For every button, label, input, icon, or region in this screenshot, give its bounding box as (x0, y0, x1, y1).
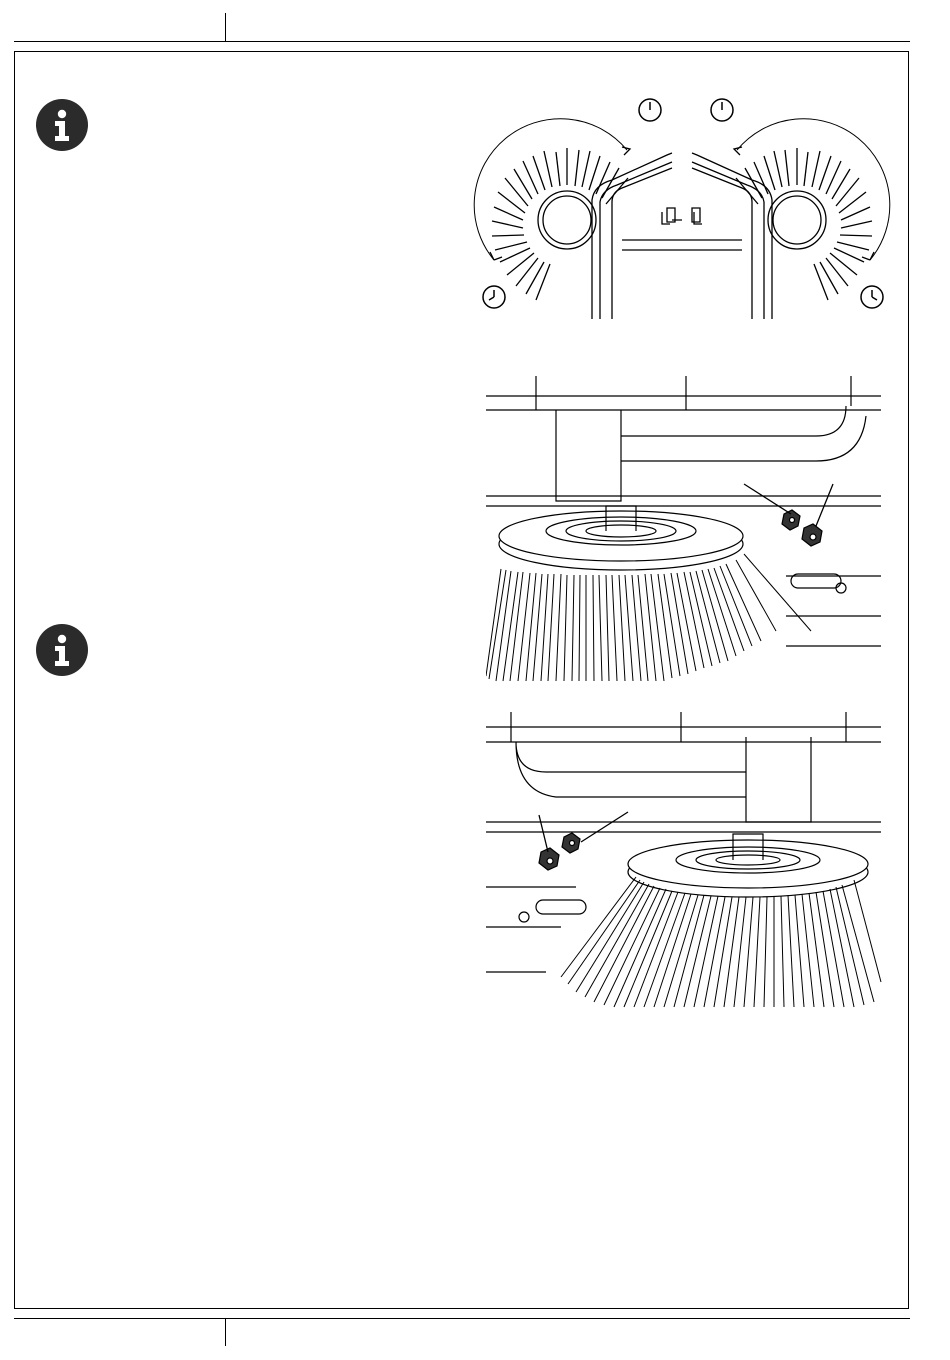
clock-icon (483, 286, 505, 308)
left-side-brush-knobs-figure (486, 712, 886, 1012)
side-brush-rotation-figure (472, 90, 892, 325)
footer-divider (225, 1318, 226, 1346)
clock-icon (711, 99, 733, 121)
info-icon (36, 99, 88, 151)
right-side-brush (734, 119, 890, 300)
header-rule (14, 41, 910, 42)
left-side-brush (474, 119, 630, 300)
clock-icon (861, 286, 883, 308)
header-divider (225, 13, 226, 41)
info-icon (36, 624, 88, 676)
clock-icon (639, 99, 661, 121)
right-side-brush-knobs-figure (486, 376, 886, 686)
footer-rule (14, 1318, 910, 1319)
